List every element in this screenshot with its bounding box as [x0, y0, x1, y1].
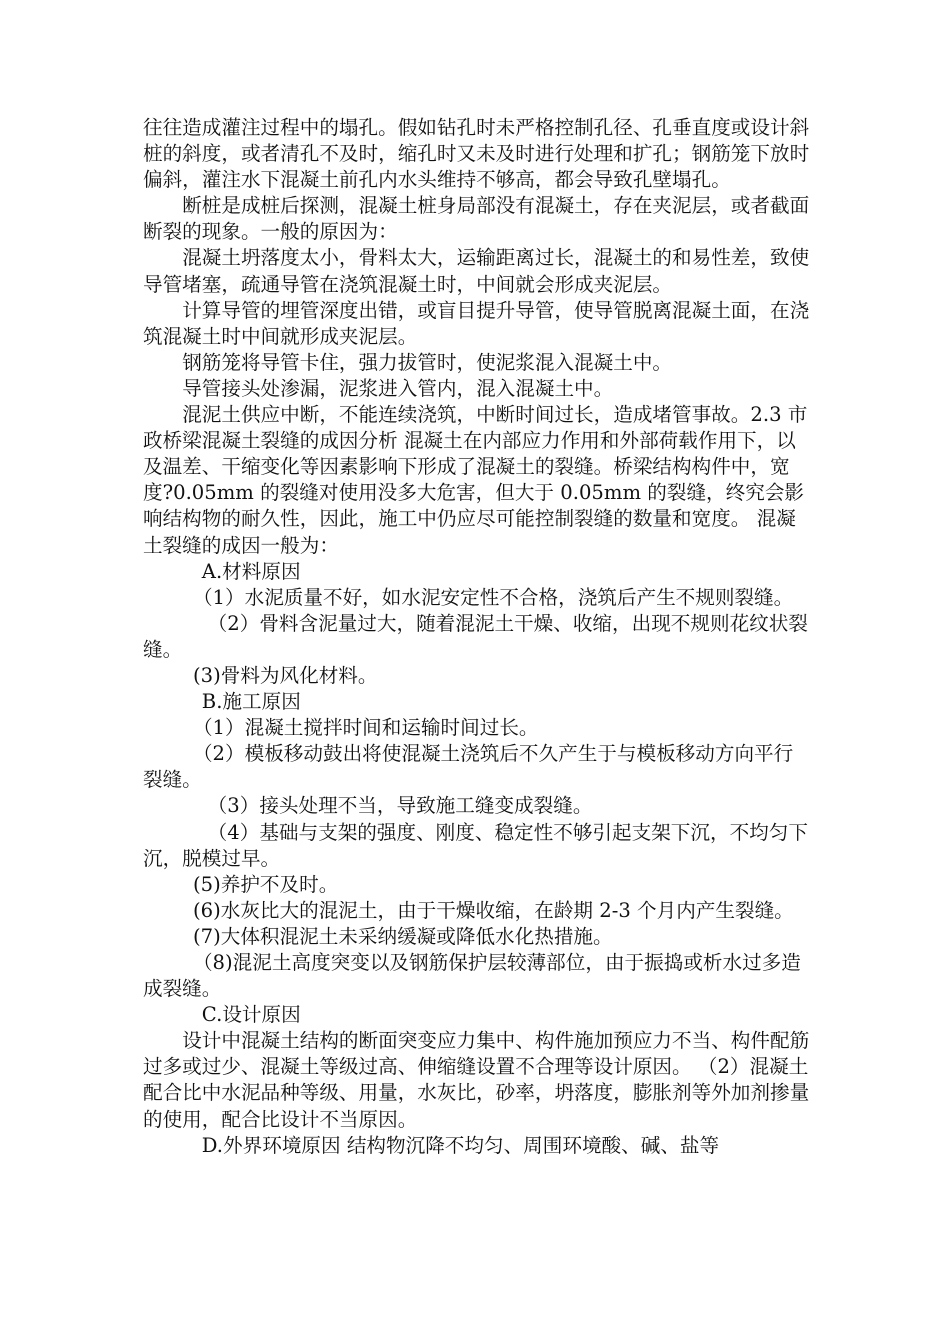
- paragraph-slump-cause: 混凝土坍落度太小，骨料太大，运输距离过长，混凝土的和易性差，致使导管堵塞，疏通导管在浇筑混凝土时，中间就会形成夹泥层。: [143, 246, 810, 296]
- paragraph-supply-interruption: 混泥土供应中断，不能连续浇筑，中断时间过长，造成堵管事故。2.3 市政桥梁混凝土裂缝的成因分析 混凝土在内部应力作用和外部荷载作用下，以及温差、干缩变化等因素影响下形成了混凝土的裂缝。桥梁结构构件中，宽度?0.05mm 的裂缝对使用没多大危害，但大于 0.05mm 的裂缝，终究会影响结构物的耐久性，因此，施工中仍应尽可能控制裂缝的数量和宽度。 混凝土裂缝的成因一般为：: [143, 403, 808, 557]
- document-body: [143, 115, 811, 1159]
- list-item-b1: （1）混凝土搅拌时间和运输时间过长。: [192, 716, 539, 740]
- list-item-b5: (5)养护不及时。: [192, 872, 339, 896]
- list-item-a3: (3)骨料为风化材料。: [192, 663, 378, 687]
- list-item-b7: (7)大体积混泥土未采纳缓凝或降低水化热措施。: [192, 924, 613, 948]
- list-item-a1: （1）水泥质量不好，如水泥安定性不合格，浇筑后产生不规则裂缝。: [192, 585, 794, 609]
- paragraph-pipe-depth-cause: 计算导管的埋管深度出错，或盲目提升导管，使导管脱离混凝土面，在浇筑混凝土时中间就形成夹泥层。: [143, 298, 810, 348]
- section-heading-c: C.设计原因: [201, 1003, 301, 1027]
- paragraph-joint-leak-cause: 导管接头处渗漏，泥浆进入管内，混入混凝土中。: [182, 376, 614, 400]
- section-heading-b: B.施工原因: [201, 690, 301, 714]
- paragraph-design-causes: 设计中混凝土结构的断面突变应力集中、构件施加预应力不当、构件配筋过多或过少、混凝土等级过高、伸缩缝设置不合理等设计原因。 （2）混凝土配合比中水泥品种等级、用量，水灰比，砂率，坍落度，膨胀剂等外加剂掺量的使用，配合比设计不当原因。: [143, 1029, 810, 1131]
- list-item-a2: （2）骨料含泥量过大，随着混泥土干燥、收缩，出现不规则花纹状裂缝。: [143, 611, 808, 661]
- paragraph-broken-pile: 断桩是成桩后探测，混凝土桩身局部没有混凝土，存在夹泥层，或者截面断裂的现象。一般的原因为：: [143, 194, 810, 244]
- section-heading-d: D.外界环境原因 结构物沉降不均匀、周围环境酸、碱、盐等: [201, 1133, 720, 1157]
- list-item-b3: （3）接头处理不当，导致施工缝变成裂缝。: [207, 794, 593, 818]
- paragraph-collapse-causes: 往往造成灌注过程中的塌孔。假如钻孔时未严格控制孔径、孔垂直度或设计斜桩的斜度，或者清孔不及时，缩孔时又未及时进行处理和扩孔；钢筋笼下放时偏斜，灌注水下混凝土前孔内水头维持不够高，都会导致孔壁塌孔。: [143, 116, 810, 192]
- list-item-b6: (6)水灰比大的混泥土，由于干燥收缩，在龄期 2-3 个月内产生裂缝。: [192, 898, 794, 922]
- paragraph-cage-cause: 钢筋笼将导管卡住，强力拔管时，使泥浆混入混凝土中。: [182, 350, 673, 374]
- list-item-b2: （2）模板移动鼓出将使混凝土浇筑后不久产生于与模板移动方向平行裂缝。: [143, 742, 794, 792]
- section-heading-a: A.材料原因: [201, 559, 301, 583]
- list-item-b4: （4）基础与支架的强度、刚度、稳定性不够引起支架下沉，不均匀下沉，脱模过早。: [143, 820, 808, 870]
- list-item-b8: （8)混泥土高度突变以及钢筋保护层较薄部位，由于振捣或析水过多造成裂缝。: [143, 951, 801, 1001]
